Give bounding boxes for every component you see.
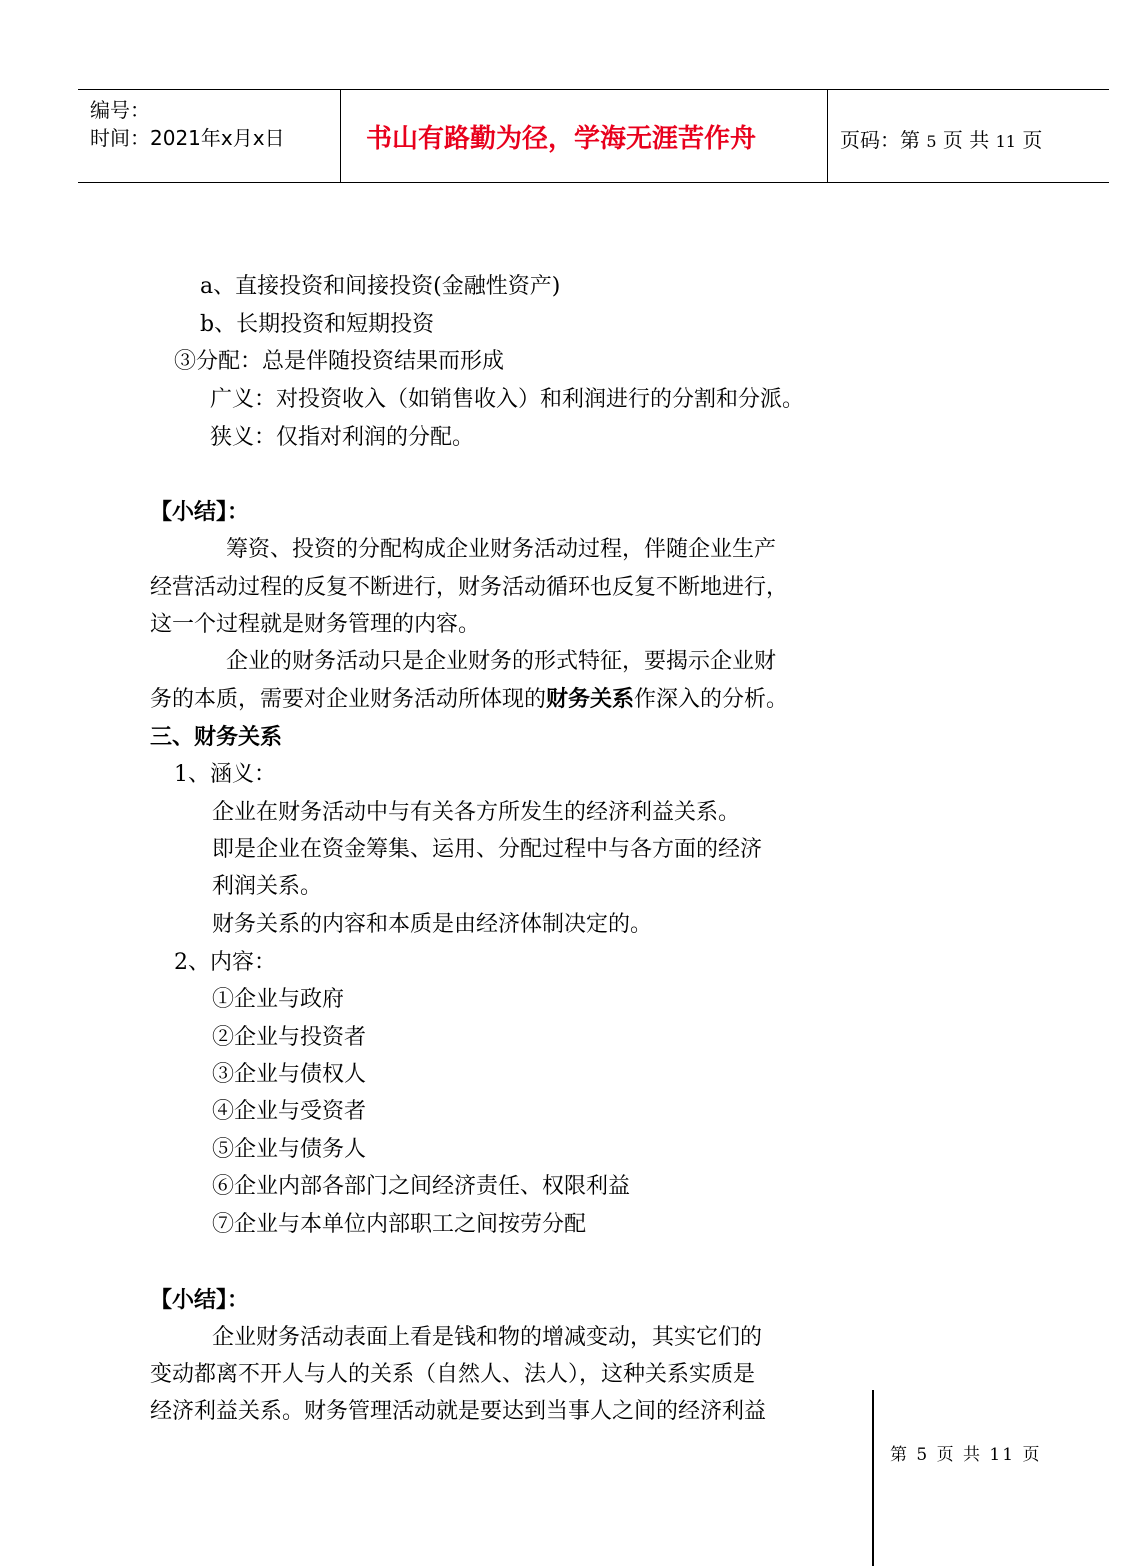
body-line: 利润关系。 [212,874,323,899]
paragraph-line: 务的本质，需要对企业财务活动所体现的财务关系作深入的分析。 [150,687,789,712]
page-current: 5 [926,132,937,151]
header-motto: 书山有路勤为径，学海无涯苦作舟 [366,124,757,154]
list-item: ①企业与政府 [212,987,345,1012]
paragraph-line: 筹资、投资的分配构成企业财务活动过程，伴随企业生产 [226,537,777,562]
paragraph-line: 经营活动过程的反复不断进行，财务活动循环也反复不断地进行， [150,575,789,600]
header-divider-right [827,89,828,182]
serial-label: 编号： [90,98,150,122]
body-line: 广义：对投资收入（如销售收入）和利润进行的分割和分派。 [210,387,805,412]
header-divider-left [340,89,341,182]
subsection-label: 1、涵义： [174,762,276,787]
summary-heading: 【小结】： [150,1288,250,1313]
time-label: 时间：2021年x月x日 [90,126,285,150]
paragraph-line: 变动都离不开人与人的关系（自然人、法人），这种关系实质是 [150,1362,756,1387]
summary-heading: 【小结】： [150,500,250,525]
body-line: 企业在财务活动中与有关各方所发生的经济利益关系。 [212,800,741,825]
body-line: 狭义：仅指对利润的分配。 [210,425,475,450]
footer-rule [872,1390,874,1566]
body-line: b、长期投资和短期投资 [200,312,435,337]
header-page-number: 页码：第 5 页 共 11 页 [840,128,1043,152]
paragraph-line: 这一个过程就是财务管理的内容。 [150,612,481,637]
header-top-rule [78,89,1109,90]
emphasis-financial-relations: 财务关系 [546,687,635,712]
body-line: a、直接投资和间接投资(金融性资产) [200,274,561,299]
subsection-label: 2、内容： [174,950,276,975]
body-line: ③分配：总是伴随投资结果而形成 [174,349,505,374]
page-total: 11 [995,132,1016,151]
list-item: ⑦企业与本单位内部职工之间按劳分配 [212,1212,587,1237]
section-heading: 三、财务关系 [150,725,283,750]
body-line: 即是企业在资金筹集、运用、分配过程中与各方面的经济 [212,837,763,862]
list-item: ⑥企业内部各部门之间经济责任、权限利益 [212,1174,631,1199]
list-item: ④企业与受资者 [212,1099,367,1124]
list-item: ③企业与债权人 [212,1062,367,1087]
paragraph-line: 企业的财务活动只是企业财务的形式特征，要揭示企业财 [226,649,777,674]
paragraph-line: 企业财务活动表面上看是钱和物的增减变动，其实它们的 [212,1325,763,1350]
footer-page-number: 第 5 页 共 11 页 [890,1445,1042,1465]
list-item: ②企业与投资者 [212,1025,367,1050]
body-line: 财务关系的内容和本质是由经济体制决定的。 [212,912,653,937]
list-item: ⑤企业与债务人 [212,1137,367,1162]
paragraph-line: 经济利益关系。财务管理活动就是要达到当事人之间的经济利益 [150,1399,767,1424]
header-bottom-rule [78,182,1109,183]
